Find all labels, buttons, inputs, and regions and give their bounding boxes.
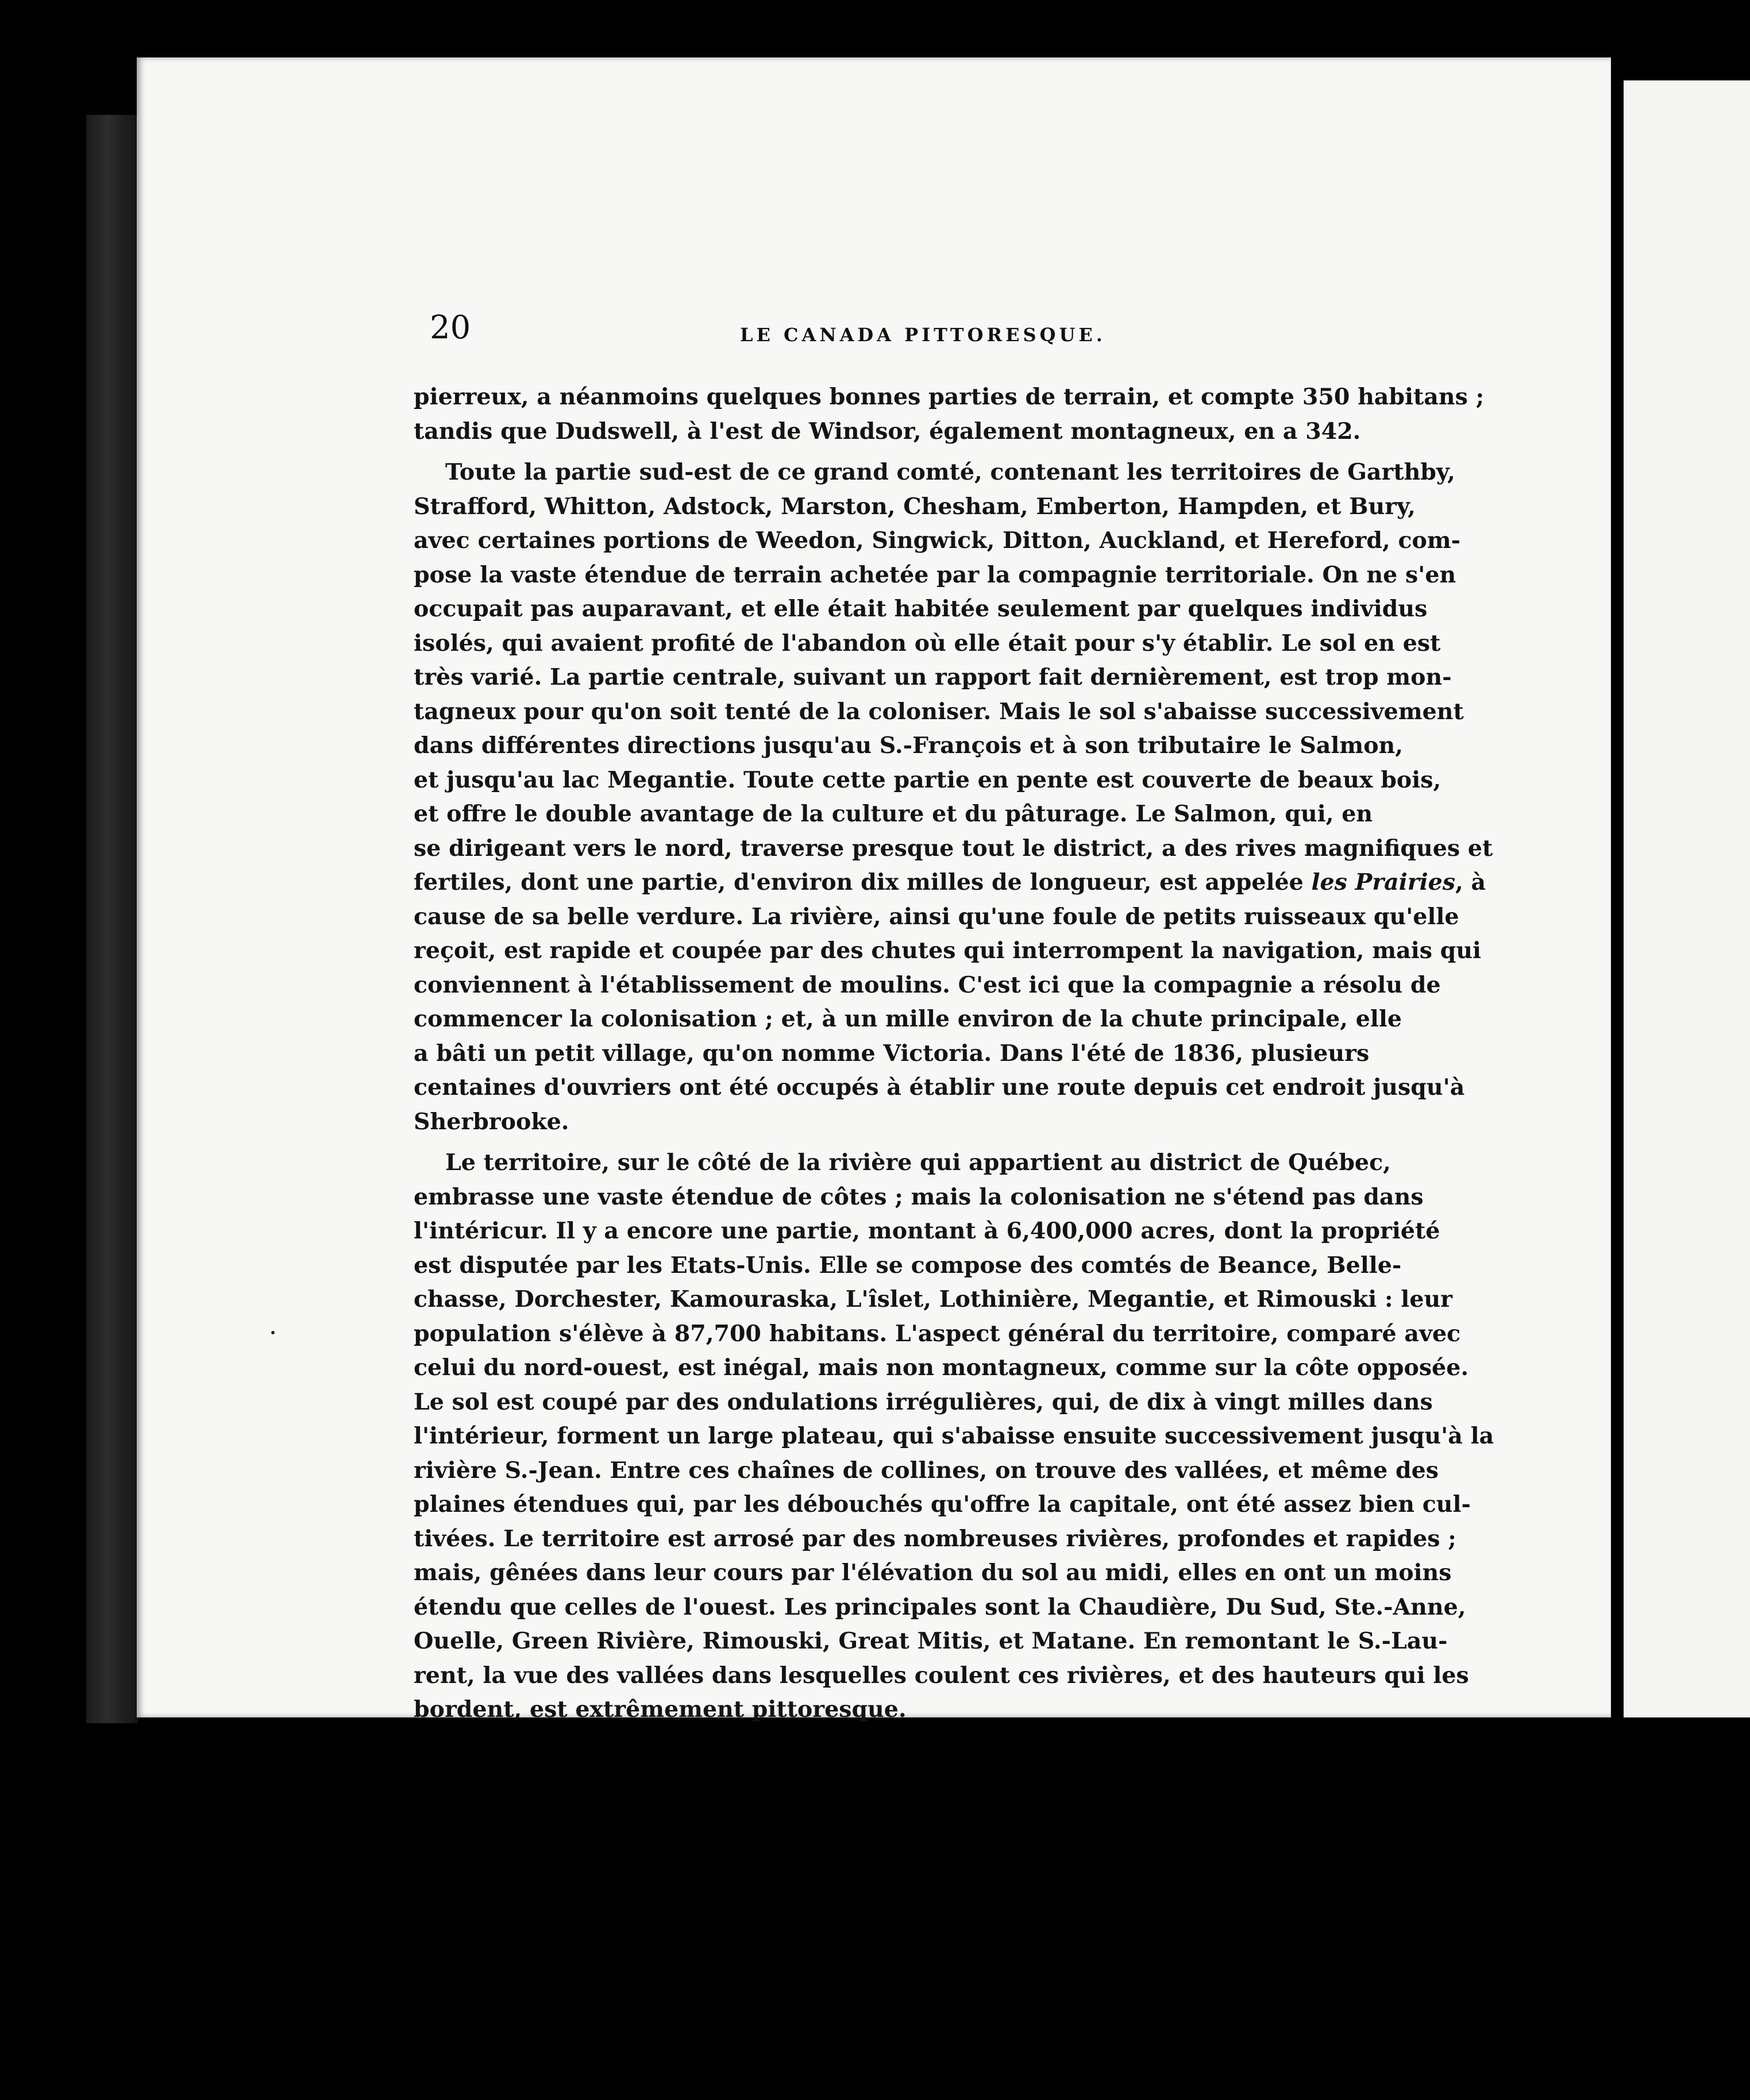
text-line: isolés, qui avaient profité de l'abandon où elle était pour s'y établir. Le sol en est — [414, 630, 1441, 657]
text-line: conviennent à l'établissement de moulins. C'est ici que la compagnie a résolu de — [414, 971, 1441, 998]
text-line: étendu que celles de l'ouest. Les principales sont la Chaudière, Du Sud, Ste.-Anne, — [414, 1593, 1466, 1620]
text-line: a bâti un petit village, qu'on nomme Victoria. Dans l'été de 1836, plusieurs — [414, 1040, 1370, 1067]
text-line: dans différentes directions jusqu'au S.-François et à son tributaire le Salmon, — [414, 732, 1404, 759]
page-number: 20 — [430, 309, 471, 346]
text-line: tandis que Dudswell, à l'est de Windsor, également montagneux, en a 342. — [414, 418, 1361, 445]
text-line: Ouelle, Green Rivière, Rimouski, Great Mitis, et Matane. En remontant le S.-Lau- — [414, 1628, 1448, 1654]
text-line: bordent, est extrêmement pittoresque. — [414, 1696, 907, 1723]
ink-speck — [271, 1331, 275, 1334]
body-text — [414, 380, 1494, 1727]
text-line: Le territoire, sur le côté de la rivière qui appartient au district de Québec, — [445, 1149, 1391, 1176]
paragraph-3 — [414, 1146, 1494, 1727]
text-line: cause de sa belle verdure. La rivière, ainsi qu'une foule de petits ruisseaux qu'elle — [414, 903, 1459, 930]
text-line: chasse, Dorchester, Kamouraska, L'îslet, Lothinière, Megantie, et Rimouski : leur — [414, 1286, 1452, 1312]
text-line: tivées. Le territoire est arrosé par des nombreuses rivières, profondes et rapides ; — [414, 1525, 1456, 1552]
text-line: et jusqu'au lac Megantie. Toute cette partie en pente est couverte de beaux bois, — [414, 766, 1441, 793]
text-line: rivière S.-Jean. Entre ces chaînes de collines, on trouve des vallées, et même des — [414, 1457, 1439, 1484]
text-line: reçoit, est rapide et coupée par des chutes qui interrompent la navigation, mais qui — [414, 937, 1482, 964]
text-line: Sherbrooke. — [414, 1108, 569, 1135]
text-line: occupait pas auparavant, et elle était habitée seulement par quelques individus — [414, 596, 1428, 622]
text-line: et offre le double avantage de la culture et du pâturage. Le Salmon, qui, en — [414, 801, 1373, 827]
running-title: LE CANADA PITTORESQUE. — [740, 324, 1106, 346]
text-line: rent, la vue des vallées dans lesquelles coulent ces rivières, et des hauteurs qui les — [414, 1662, 1469, 1689]
text-line: Toute la partie sud-est de ce grand comté, contenant les territoires de Garthby, — [445, 459, 1455, 485]
text-line-with-italic — [414, 866, 1486, 900]
text-line: celui du nord-ouest, est inégal, mais non montagneux, comme sur la côte opposée. — [414, 1354, 1469, 1381]
text-segment: , à — [1455, 869, 1486, 895]
text-line: pierreux, a néanmoins quelques bonnes parties de terrain, et compte 350 habitans ; — [414, 384, 1485, 410]
book-binding-edge — [86, 115, 138, 1723]
text-line: se dirigeant vers le nord, traverse presque tout le district, a des rives magnifiques et — [414, 835, 1493, 862]
text-line: commencer la colonisation ; et, à un mille environ de la chute principale, elle — [414, 1006, 1402, 1032]
running-head — [430, 303, 1349, 355]
paragraph-1 — [414, 380, 1485, 449]
text-line: mais, gênées dans leur cours par l'élévation du sol au midi, elles en ont un moins — [414, 1559, 1452, 1586]
text-line: très varié. La partie centrale, suivant un rapport fait dernièrement, est trop mon- — [414, 664, 1452, 690]
text-line: l'intérieur, forment un large plateau, qui s'abaisse ensuite successivement jusqu'à la — [414, 1423, 1494, 1449]
text-line: pose la vaste étendue de terrain achetée par la compagnie territoriale. On ne s'en — [414, 561, 1456, 588]
text-line: est disputée par les Etats-Unis. Elle se compose des comtés de Beance, Belle- — [414, 1252, 1402, 1279]
text-line: centaines d'ouvriers ont été occupés à établir une route depuis cet endroit jusqu'à — [414, 1074, 1465, 1101]
text-line: tagneux pour qu'on soit tenté de la coloniser. Mais le sol s'abaisse successivement — [414, 698, 1464, 725]
text-segment: fertiles, dont une partie, d'environ dix milles de longueur, est appelée — [414, 869, 1304, 895]
facing-page-edge — [1624, 80, 1750, 1717]
text-line: Le sol est coupé par des ondulations irrégulières, qui, de dix à vingt milles dans — [414, 1388, 1433, 1415]
text-line: l'intéricur. Il y a encore une partie, montant à 6,400,000 acres, dont la propriété — [414, 1218, 1440, 1244]
text-line: Strafford, Whitton, Adstock, Marston, Chesham, Emberton, Hampden, et Bury, — [414, 493, 1416, 520]
text-line: population s'élève à 87,700 habitans. L'aspect général du territoire, comparé avec — [414, 1320, 1461, 1347]
italic-phrase: les Prairies — [1311, 869, 1455, 895]
text-line: avec certaines portions de Weedon, Singwick, Ditton, Auckland, et Hereford, com- — [414, 527, 1461, 554]
paragraph-2 — [414, 455, 1493, 1139]
text-line: plaines étendues qui, par les débouchés qu'offre la capitale, ont été assez bien cul- — [414, 1491, 1471, 1518]
text-line: embrasse une vaste étendue de côtes ; mais la colonisation ne s'étend pas dans — [414, 1183, 1424, 1210]
